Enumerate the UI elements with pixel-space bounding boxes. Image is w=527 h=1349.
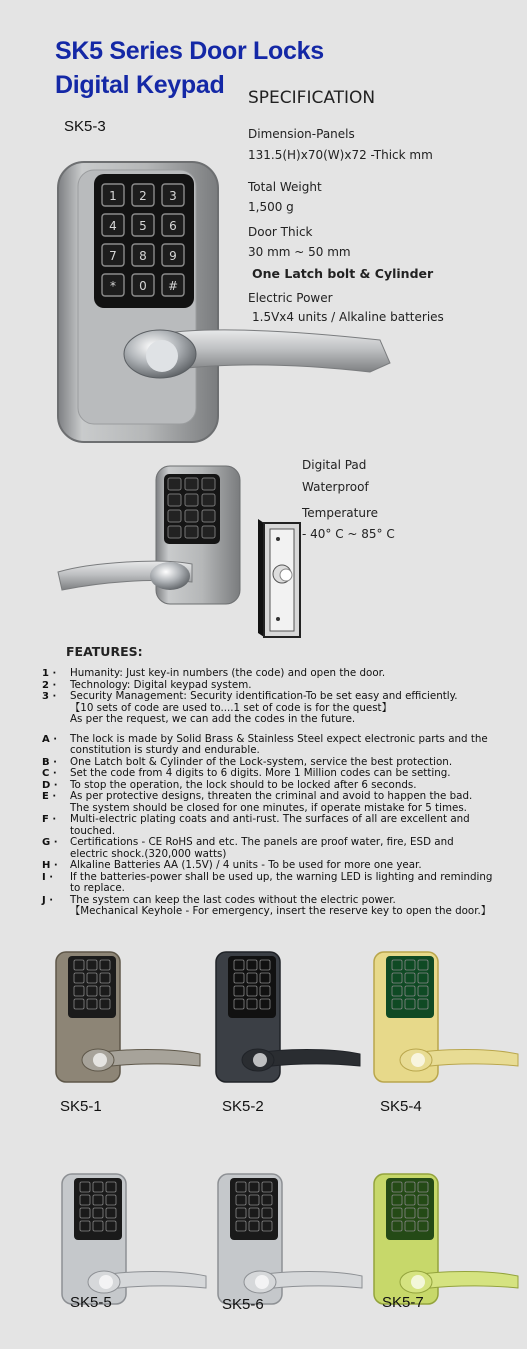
temperature-value: - 40° C ~ 85° C bbox=[302, 527, 395, 541]
feature-key: H · bbox=[42, 860, 58, 871]
secondary-lock-image bbox=[52, 464, 242, 614]
power-value: 1.5Vx4 units / Alkaline batteries bbox=[252, 310, 444, 324]
variant-model-label: SK5-5 bbox=[70, 1294, 112, 1311]
feature-text: Certifications - CE RoHS and etc. The panels are proof water, fire, ESD and bbox=[70, 836, 454, 848]
door-thick-value: 30 mm ~ 50 mm bbox=[248, 245, 351, 259]
feature-text: Multi-electric plating coats and anti-rust. The surfaces of all are excellent and bbox=[70, 813, 470, 825]
features-heading: FEATURES: bbox=[66, 644, 143, 659]
feature-text: constitution is sturdy and endurable. bbox=[70, 744, 260, 756]
small-keypad-key[interactable] bbox=[168, 526, 181, 538]
feature-text: Security Management: Security identification-To be set easy and efficiently. bbox=[70, 690, 458, 702]
digital-pad-label: Digital Pad bbox=[302, 458, 367, 472]
feature-key: C · bbox=[42, 768, 57, 779]
feature-key: B · bbox=[42, 756, 57, 768]
feature-key: A · bbox=[42, 733, 58, 745]
feature-text: 【Mechanical Keyhole - For emergency, insert the reserve key to open the door.】 bbox=[70, 905, 492, 917]
variant-lock-image bbox=[370, 950, 520, 1094]
latch-text: One Latch bolt & Cylinder bbox=[252, 266, 434, 281]
feature-text: Technology: Digital keypad system. bbox=[70, 678, 252, 691]
feature-text: touched. bbox=[70, 824, 116, 837]
feature-text: If the batteries-power shall be used up, the warning LED is lighting and reminding bbox=[70, 870, 493, 883]
feature-text: As per protective designs, threaten the criminal and avoid to happen the bad. bbox=[70, 790, 473, 802]
keypad-key-label: 1 bbox=[109, 189, 117, 203]
keypad-key-label: 4 bbox=[109, 219, 117, 233]
small-keypad-key[interactable] bbox=[202, 494, 215, 506]
keypad-key-label: 8 bbox=[139, 249, 147, 263]
feature-text: electric shock.(320,000 watts) bbox=[70, 847, 227, 860]
power-label: Electric Power bbox=[248, 291, 333, 305]
small-keypad-key[interactable] bbox=[168, 494, 181, 506]
feature-key: 3 · bbox=[42, 691, 57, 702]
variant-model-label: SK5-2 bbox=[222, 1098, 264, 1115]
door-thick-label: Door Thick bbox=[248, 225, 313, 239]
keypad-key-label: # bbox=[167, 279, 179, 293]
variant-model-label: SK5-6 bbox=[222, 1296, 264, 1313]
feature-text: The system can keep the last codes without the electric power. bbox=[70, 893, 396, 906]
feature-text: to replace. bbox=[70, 882, 125, 894]
feature-text: Set the code from 4 digits to 6 digits. More 1 Million codes can be setting. bbox=[70, 767, 451, 779]
title-line-2: Digital Keypad bbox=[55, 71, 225, 99]
main-lock-image bbox=[50, 158, 440, 448]
dimension-value: 131.5(H)x70(W)x72 -Thick mm bbox=[248, 148, 433, 162]
small-keypad-key[interactable] bbox=[202, 478, 215, 490]
feature-text: Alkaline Batteries AA (1.5V) / 4 units - To be used for more one year. bbox=[70, 859, 422, 871]
edge-plate-image bbox=[258, 519, 302, 643]
dimension-label: Dimension-Panels bbox=[248, 127, 355, 141]
small-keypad-key[interactable] bbox=[168, 510, 181, 522]
digital-pad-value: Waterproof bbox=[302, 480, 369, 494]
spec-heading: SPECIFICATION bbox=[248, 88, 376, 108]
small-keypad-key[interactable] bbox=[185, 526, 198, 538]
variant-lock-image bbox=[212, 950, 362, 1094]
feature-key: 2 · bbox=[42, 679, 57, 691]
feature-key: D · bbox=[42, 779, 58, 791]
feature-text: As per the request, we can add the codes in the future. bbox=[70, 713, 356, 725]
feature-text: The lock is made by Solid Brass & Stainless Steel expect electronic parts and the bbox=[70, 732, 488, 745]
feature-key: E · bbox=[42, 791, 57, 802]
feature-text: Humanity: Just key-in numbers (the code) and open the door. bbox=[70, 667, 386, 679]
keypad-key-label: 5 bbox=[139, 219, 147, 233]
small-keypad-key[interactable] bbox=[202, 510, 215, 522]
feature-key: J · bbox=[42, 894, 54, 906]
keypad-key-label: 3 bbox=[169, 189, 177, 203]
feature-text: One Latch bolt & Cylinder of the Lock-system, service the best protection. bbox=[70, 755, 453, 768]
keypad-key-label: 7 bbox=[109, 249, 117, 263]
main-model-label: SK5-3 bbox=[64, 118, 106, 135]
keypad-key-label: 2 bbox=[139, 189, 147, 203]
variant-model-label: SK5-7 bbox=[382, 1294, 424, 1311]
keypad-key-label: * bbox=[110, 279, 116, 293]
small-keypad-key[interactable] bbox=[185, 510, 198, 522]
weight-label: Total Weight bbox=[248, 180, 322, 194]
feature-text: To stop the operation, the lock should to be locked after 6 seconds. bbox=[70, 778, 417, 791]
variant-lock-image bbox=[214, 1172, 364, 1316]
small-keypad-key[interactable] bbox=[185, 478, 198, 490]
feature-text: The system should be closed for one minutes, if operate mistake for 5 times. bbox=[70, 801, 467, 814]
variant-lock-image bbox=[52, 950, 202, 1094]
features-list bbox=[42, 668, 522, 938]
small-keypad-key[interactable] bbox=[168, 478, 181, 490]
keypad-key-label: 0 bbox=[139, 279, 147, 293]
feature-text: 【10 sets of code are used to....1 set of code is for the quest】 bbox=[70, 701, 392, 714]
variant-model-label: SK5-1 bbox=[60, 1098, 102, 1115]
keypad-key-label: 9 bbox=[169, 249, 177, 263]
feature-key: I · bbox=[42, 871, 54, 883]
variant-model-label: SK5-4 bbox=[380, 1098, 422, 1115]
weight-value: 1,500 g bbox=[248, 200, 294, 214]
feature-key: G · bbox=[42, 837, 58, 848]
feature-key: 1 · bbox=[42, 668, 57, 679]
keypad-key-label: 6 bbox=[169, 219, 177, 233]
title-line-1: SK5 Series Door Locks bbox=[55, 37, 324, 65]
small-keypad-key[interactable] bbox=[185, 494, 198, 506]
small-keypad-key[interactable] bbox=[202, 526, 215, 538]
temperature-label: Temperature bbox=[302, 506, 379, 520]
feature-key: F · bbox=[42, 814, 57, 825]
